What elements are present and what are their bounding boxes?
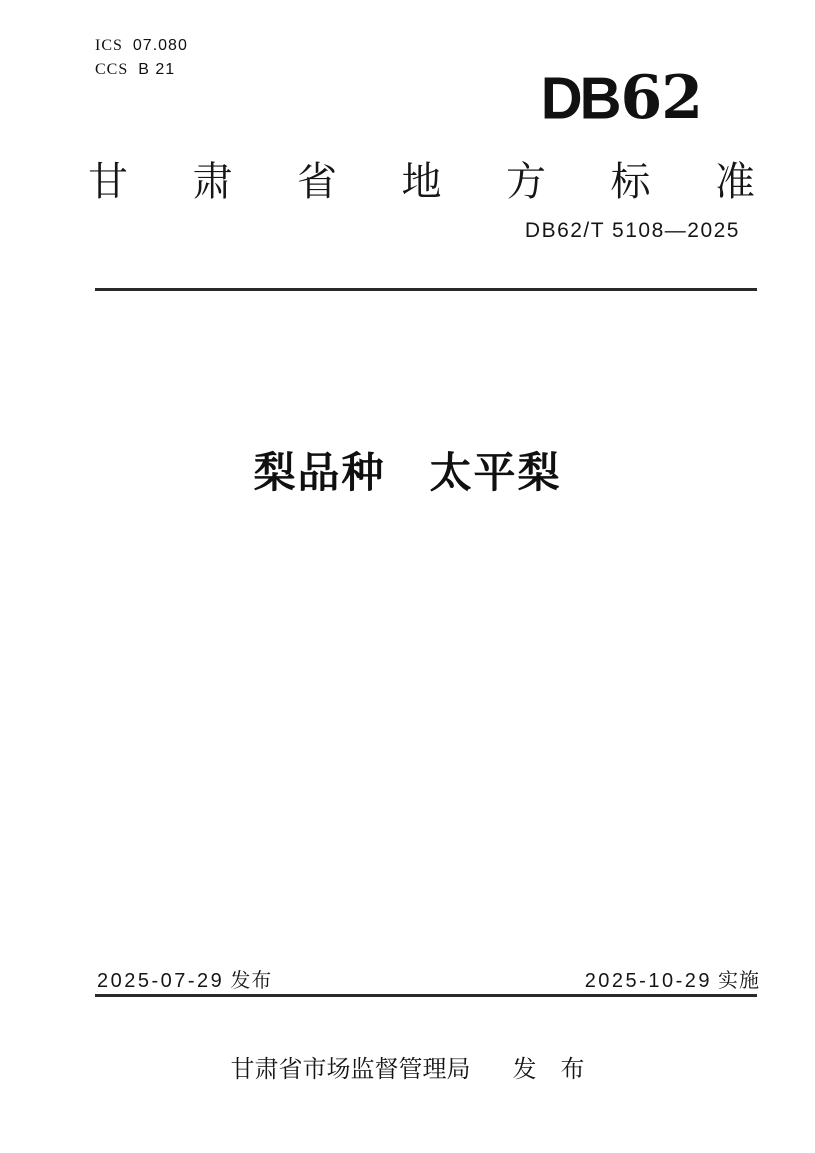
standard-number: DB62/T 5108—2025 bbox=[524, 219, 740, 242]
issue-label: 发布 bbox=[230, 970, 273, 992]
db62-logo-number: 62 bbox=[620, 63, 702, 133]
standard-name-heading bbox=[88, 150, 755, 207]
publisher-row bbox=[0, 1049, 815, 1084]
ics-label: ICS bbox=[95, 37, 123, 54]
standard-name-char: 甘 bbox=[88, 160, 128, 204]
document-title: 梨品种 太平梨 bbox=[253, 449, 562, 496]
issue-date: 2025-07-29 bbox=[97, 970, 225, 992]
ics-value: 07.080 bbox=[132, 37, 188, 54]
standard-name-char: 准 bbox=[715, 160, 755, 204]
publish-label: 发 布 bbox=[512, 1056, 585, 1083]
standard-name-char: 地 bbox=[401, 160, 442, 204]
issue-date-group bbox=[97, 964, 272, 993]
implement-label: 实施 bbox=[718, 970, 760, 992]
db62-logo-letters: DB bbox=[540, 65, 619, 132]
classification-codes bbox=[95, 34, 188, 82]
ics-code-row bbox=[95, 34, 188, 58]
header-divider-line bbox=[95, 288, 757, 291]
standard-name-char: 省 bbox=[297, 160, 337, 204]
implement-date: 2025-10-29 bbox=[584, 970, 712, 992]
implement-date-group bbox=[585, 964, 760, 993]
standard-name-char: 肃 bbox=[192, 160, 233, 204]
footer-divider-line bbox=[95, 994, 757, 997]
ccs-label: CCS bbox=[95, 61, 129, 78]
standard-name-char: 方 bbox=[506, 160, 546, 204]
ccs-code-row bbox=[95, 58, 188, 82]
publisher-name: 甘肃省市场监督管理局 bbox=[230, 1056, 471, 1083]
ccs-value: B 21 bbox=[138, 61, 176, 78]
standard-name-char: 标 bbox=[610, 160, 651, 204]
dates-row bbox=[97, 964, 760, 993]
db62-logo bbox=[540, 63, 702, 133]
